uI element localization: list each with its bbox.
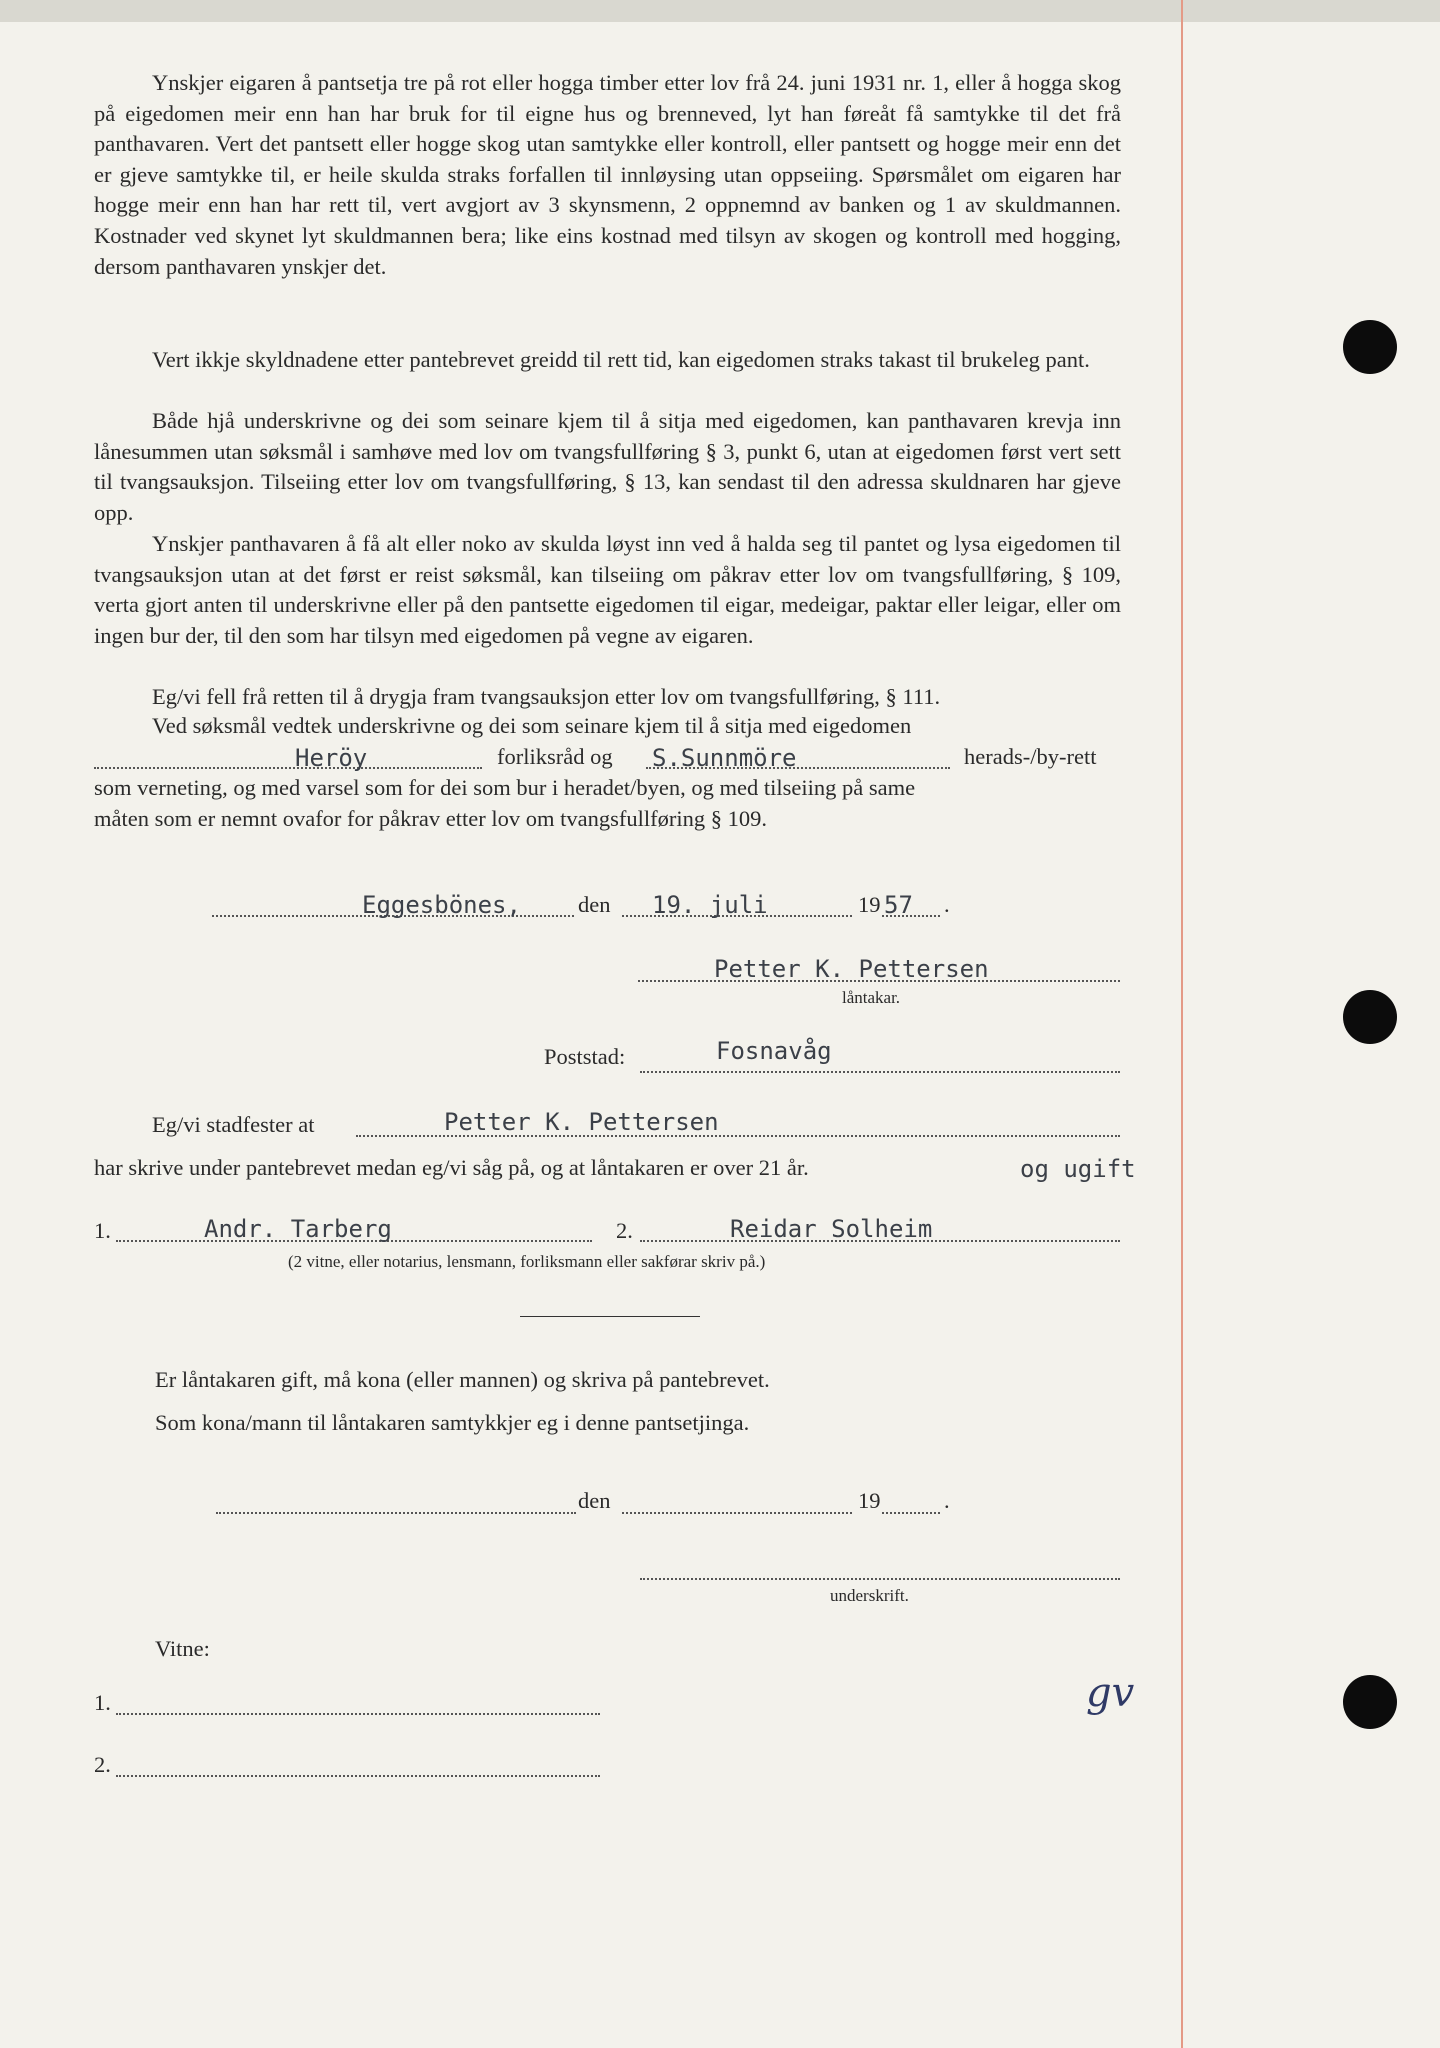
- confirm-name: Petter K. Pettersen: [444, 1108, 719, 1136]
- spouse-place-line: [216, 1512, 576, 1514]
- margin-initials: gv: [1086, 1670, 1135, 1716]
- signing-period: .: [944, 892, 950, 917]
- witness-statement: har skrive under pantebrevet medan eg/vi såg på, og at låntakaren er over 21 år.: [94, 1155, 809, 1180]
- spouse-year-line: [882, 1512, 940, 1514]
- spouse-line-1: Er låntakaren gift, må kona (eller mannen) og skriva på pantebrevet.: [155, 1367, 770, 1392]
- forliksrad-dotted-line: [94, 767, 482, 769]
- witness-note: (2 vitne, eller notarius, lensmann, forliksmann eller sakførar skriv på.): [288, 1252, 766, 1271]
- spouse-period: .: [944, 1488, 950, 1513]
- signature-caption: underskrift.: [830, 1586, 909, 1605]
- witness-1-number: 1.: [94, 1218, 111, 1243]
- paragraph-default: Vert ikkje skyldnadene etter pantebrevet greidd til rett tid, kan eigedomen straks takast til brukeleg pant.: [152, 347, 1090, 372]
- signing-year-suffix: 57: [884, 891, 913, 919]
- vitne-label: Vitne:: [155, 1636, 210, 1661]
- spouse-year-prefix: 19: [858, 1488, 881, 1513]
- signing-year-prefix: 19: [858, 892, 881, 917]
- poststad-dotted-line: [640, 1071, 1120, 1073]
- vitne-1-number: 1.: [94, 1690, 111, 1715]
- borrower-caption: låntakar.: [842, 988, 901, 1007]
- vitne-1-line: [116, 1713, 600, 1715]
- venue-line-3: måten som er nemnt ovafor for påkrav etter lov om tvangsfullføring § 109.: [94, 806, 767, 831]
- section-divider: [520, 1316, 700, 1317]
- forliksrad-value: Heröy: [295, 744, 368, 772]
- signing-place: Eggesbönes,: [362, 891, 521, 919]
- witness-2-name: Reidar Solheim: [730, 1215, 933, 1243]
- vitne-2-line: [116, 1775, 600, 1777]
- paragraph-collection: Både hjå underskrivne og dei som seinare kjem til å sitja med eigedomen, kan panthavaren krevja inn lånesummen utan søksmål i samhøve med lov om tvangsfullføring § 3, punkt 6, utan at eigedomen først vert sett til tvangsauksjon. Tilseiing etter lov om tvangsfullføring, § 13, kan sendast til den adressa skuldnaren har gjeve opp.: [94, 408, 1121, 525]
- spouse-signature-line: [640, 1578, 1120, 1580]
- page-top-edge: [0, 0, 1440, 22]
- punch-hole: [1343, 320, 1397, 374]
- spouse-line-2: Som kona/mann til låntakaren samtykkjer eg i denne pantsetjinga.: [155, 1410, 750, 1435]
- punch-hole: [1343, 1675, 1397, 1729]
- paragraph-auction-notice: Ynskjer panthavaren å få alt eller noko av skulda løyst inn ved å halda seg til pantet og lysa eigedomen til tvangsauksjon utan at det først er reist søksmål, kan tilseiing om påkrav etter lov om tvangsfullføring, § 109, verta gjort anten til underskrivne eller på den pantsette eigedomen til eigar, medeigar, paktar eller leigar, eller om ingen bur der, til den som har tilsyn med eigedomen på vegne av eigaren.: [94, 531, 1121, 648]
- signing-day-month: 19. juli: [652, 891, 768, 919]
- venue-intro: Ved søksmål vedtek underskrivne og dei som seinare kjem til å sitja med eigedomen: [152, 713, 912, 738]
- red-margin-line: [1181, 0, 1183, 2048]
- vitne-2-number: 2.: [94, 1752, 111, 1777]
- venue-line-2: som verneting, og med varsel som for dei som bur i heradet/byen, og med tilseiing på same: [94, 775, 916, 800]
- spouse-date-line: [622, 1512, 852, 1514]
- poststad-label: Poststad:: [544, 1044, 626, 1069]
- borrower-signature: Petter K. Pettersen: [714, 955, 989, 983]
- signing-den-label: den: [578, 892, 611, 917]
- confirm-label: Eg/vi stadfester at: [152, 1112, 315, 1137]
- paragraph-waiver: Eg/vi fell frå retten til å drygja fram tvangsauksjon etter lov om tvangsfullføring, § 111.: [152, 684, 941, 709]
- rett-value: S.Sunnmöre: [652, 744, 797, 772]
- rett-label: herads-/by-rett: [964, 744, 1097, 769]
- spouse-den-label: den: [578, 1488, 611, 1513]
- witness-2-number: 2.: [616, 1218, 633, 1243]
- punch-hole: [1343, 990, 1397, 1044]
- witness-1-name: Andr. Tarberg: [204, 1215, 392, 1243]
- forliksrad-label: forliksråd og: [497, 744, 613, 769]
- handwritten-addition: og ugift: [1020, 1155, 1136, 1183]
- poststad-value: Fosnavåg: [716, 1037, 832, 1065]
- paragraph-forest: Ynskjer eigaren å pantsetja tre på rot eller hogga timber etter lov frå 24. juni 1931 nr. 1, eller å hogga skog på eigedomen meir enn han har bruk for til eigne hus og brenneved, lyt han føreåt få samtykke til det frå panthavaren. Vert det pantsett eller hogge skog utan samtykke eller kontroll, eller pantsett og hogge meir enn det er gjeve samtykke til, er heile skulda straks forfallen til innløysing utan oppseiing. Spørsmålet om eigaren har hogge meir enn han har rett til, vert avgjort av 3 skynsmenn, 2 oppnemnd av banken og 1 av skuldmannen. Kostnader ved skynet lyt skuldmannen bera; like eins kostnad med tilsyn av skogen og kontroll med hogging, dersom panthavaren ynskjer det.: [94, 70, 1121, 279]
